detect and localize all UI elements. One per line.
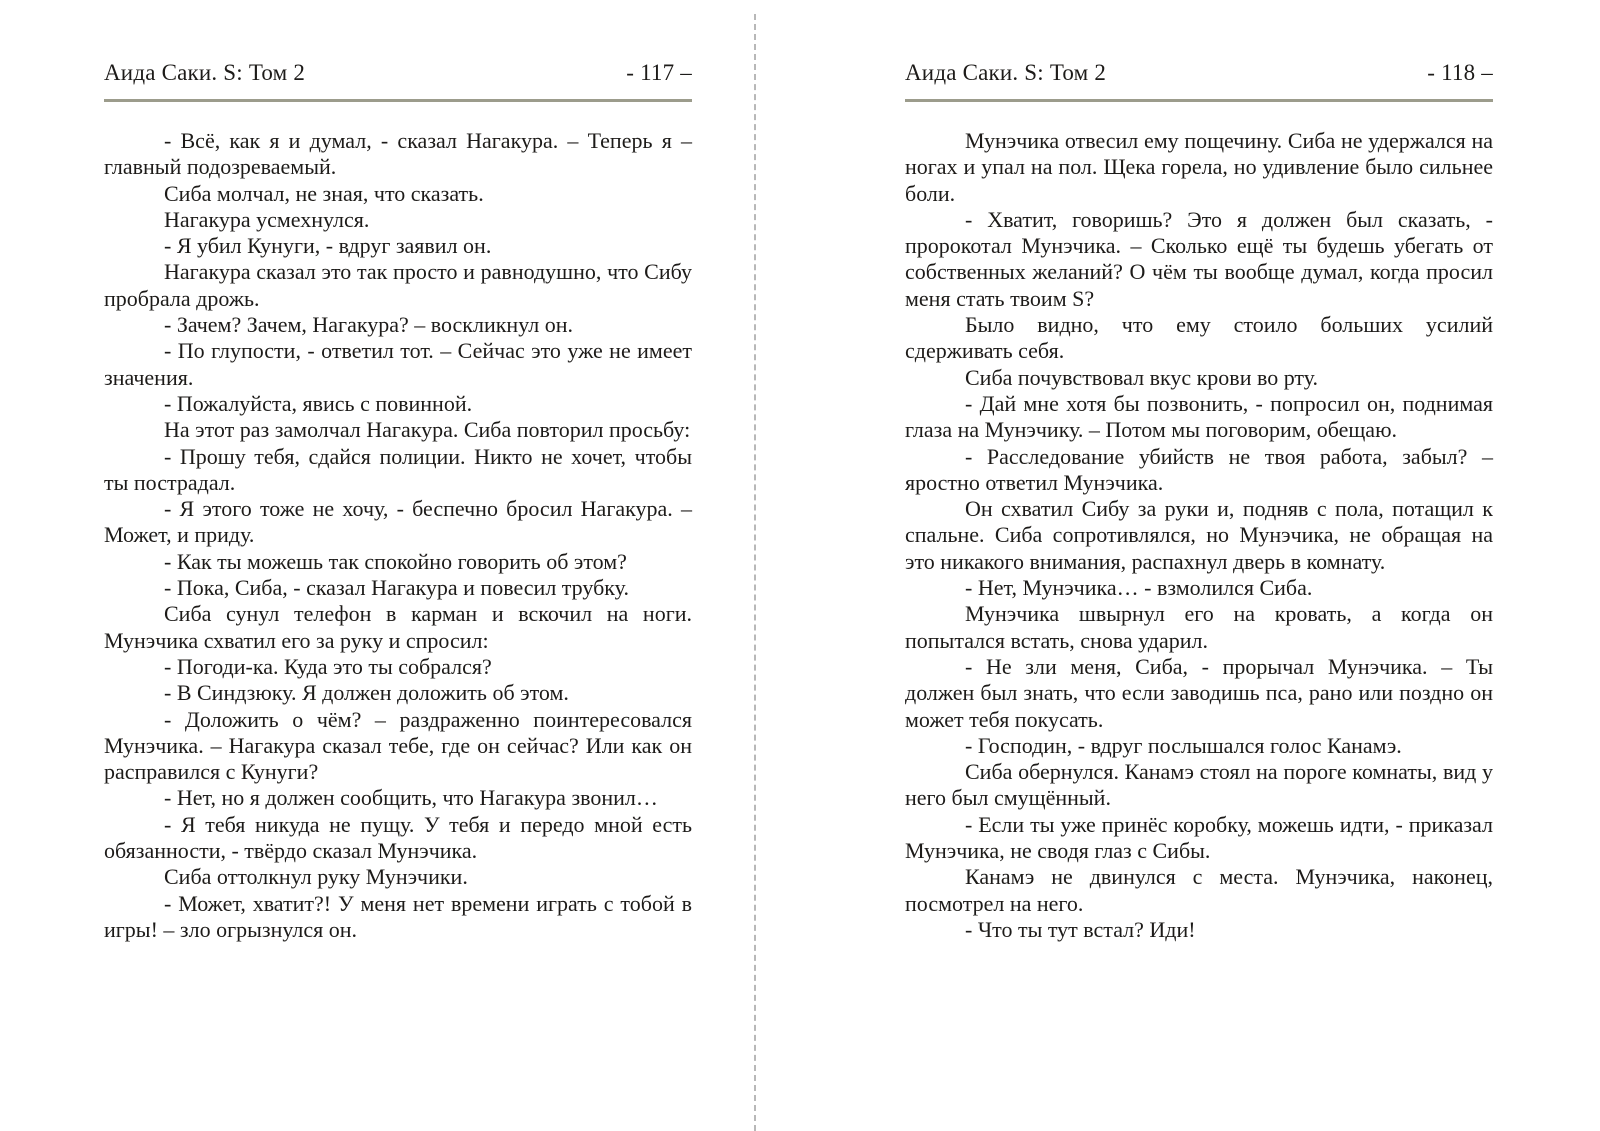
paragraph: Мунэчика отвесил ему пощечину. Сиба не удержался на ногах и упал на пол. Щека горела, но удивление было сильнее боли. [905,128,1493,206]
paragraph: - В Синдзюку. Я должен доложить об этом. [164,680,569,706]
paragraph: - Пожалуйста, явись с повинной. [164,390,473,416]
paragraph: - Хватит, говоришь? Это я должен был сказать, - пророкотал Мунэчика. – Сколько ещё ты будешь убегать от собственных желаний? О чём ты вообще думал, когда просил меня стать твоим S? [905,206,1493,311]
paragraph: - Дай мне хотя бы позвонить, - попросил он, поднимая глаза на Мунэчику. – Потом мы поговорим, обещаю. [905,390,1493,443]
running-title: Аида Саки. S: Том 2 [905,60,1107,85]
page-117 [104,0,692,943]
page-body-left [104,128,692,943]
page-number: - 118 – [1427,60,1493,85]
paragraph: - Зачем? Зачем, Нагакура? – воскликнул он. [164,312,573,338]
paragraph: Канамэ не двинулся с места. Мунэчика, наконец, посмотрел на него. [905,864,1493,916]
paragraph: Сиба сунул телефон в карман и вскочил на ноги. Мунэчика схватил его за руку и спросил: [104,601,692,653]
page-number: - 117 – [626,60,692,85]
paragraph: Сиба молчал, не зная, что сказать. [164,180,484,206]
paragraph: - Расследование убийств не твоя работа, забыл? – яростно ответил Мунэчика. [905,443,1493,495]
paragraph: - По глупости, - ответил тот. – Сейчас это уже не имеет значения. [104,338,692,390]
paragraph: - Как ты можешь так спокойно говорить об этом? [164,548,627,574]
paragraph: Было видно, что ему стоило больших усилий сдерживать себя. [905,312,1493,364]
paragraph: - Я убил Кунуги, - вдруг заявил он. [164,233,492,259]
page-header-left [104,0,692,86]
paragraph: Мунэчика швырнул его на кровать, а когда он попытался встать, снова ударил. [905,601,1493,653]
paragraph: - Пока, Сиба, - сказал Нагакура и повесил трубку. [164,575,629,601]
page-118 [905,0,1493,943]
paragraph: - Погоди-ка. Куда это ты собрался? [164,653,492,679]
header-rule [905,99,1493,102]
page-body-right [905,128,1493,943]
paragraph: Нагакура усмехнулся. [164,206,370,232]
page-header-right [905,0,1493,86]
paragraph: Сиба почувствовал вкус крови во рту. [965,364,1319,390]
header-rule [104,99,692,102]
paragraph: Он схватил Сибу за руки и, подняв с пола, потащил к спальне. Сиба сопротивлялся, но Мунэчика, не обращая на это никакого внимания, распахнул дверь в комнату. [905,496,1493,574]
paragraph: - Я этого тоже не хочу, - беспечно бросил Нагакура. – Может, и приду. [104,496,692,548]
paragraph: Сиба обернулся. Канамэ стоял на пороге комнаты, вид у него был смущённый. [905,759,1493,811]
paragraph: - Может, хватит?! У меня нет времени играть с тобой в игры! – зло огрызнулся он. [104,890,692,942]
spine-divider [754,14,756,1131]
paragraph: - Если ты уже принёс коробку, можешь идти, - приказал Мунэчика, не сводя глаз с Сибы. [905,811,1493,864]
paragraph: - Прошу тебя, сдайся полиции. Никто не хочет, чтобы ты пострадал. [104,443,692,495]
paragraph: На этот раз замолчал Нагакура. Сиба повторил просьбу: [164,417,691,443]
paragraph: Нагакура сказал это так просто и равнодушно, что Сибу пробрала дрожь. [104,259,692,311]
paragraph: - Нет, но я должен сообщить, что Нагакура звонил… [164,785,658,811]
paragraph: - Не зли меня, Сиба, - прорычал Мунэчика. – Ты должен был знать, что если заводишь пса, рано или поздно он может тебя покусать. [905,653,1493,732]
paragraph: - Нет, Мунэчика… - взмолился Сиба. [965,575,1313,601]
paragraph: - Господин, - вдруг послышался голос Канамэ. [965,732,1402,758]
paragraph: Сиба оттолкнул руку Мунэчики. [164,864,468,890]
paragraph: - Что ты тут встал? Иди! [965,916,1196,942]
paragraph: - Всё, как я и думал, - сказал Нагакура. – Теперь я – главный подозреваемый. [104,128,692,180]
running-title: Аида Саки. S: Том 2 [104,60,306,85]
paragraph: - Доложить о чём? – раздраженно поинтересовался Мунэчика. – Нагакура сказал тебе, где он сейчас? Или как он расправился с Кунуги? [104,706,692,785]
paragraph: - Я тебя никуда не пущу. У тебя и передо мной есть обязанности, - твёрдо сказал Мунэчика. [104,811,692,864]
